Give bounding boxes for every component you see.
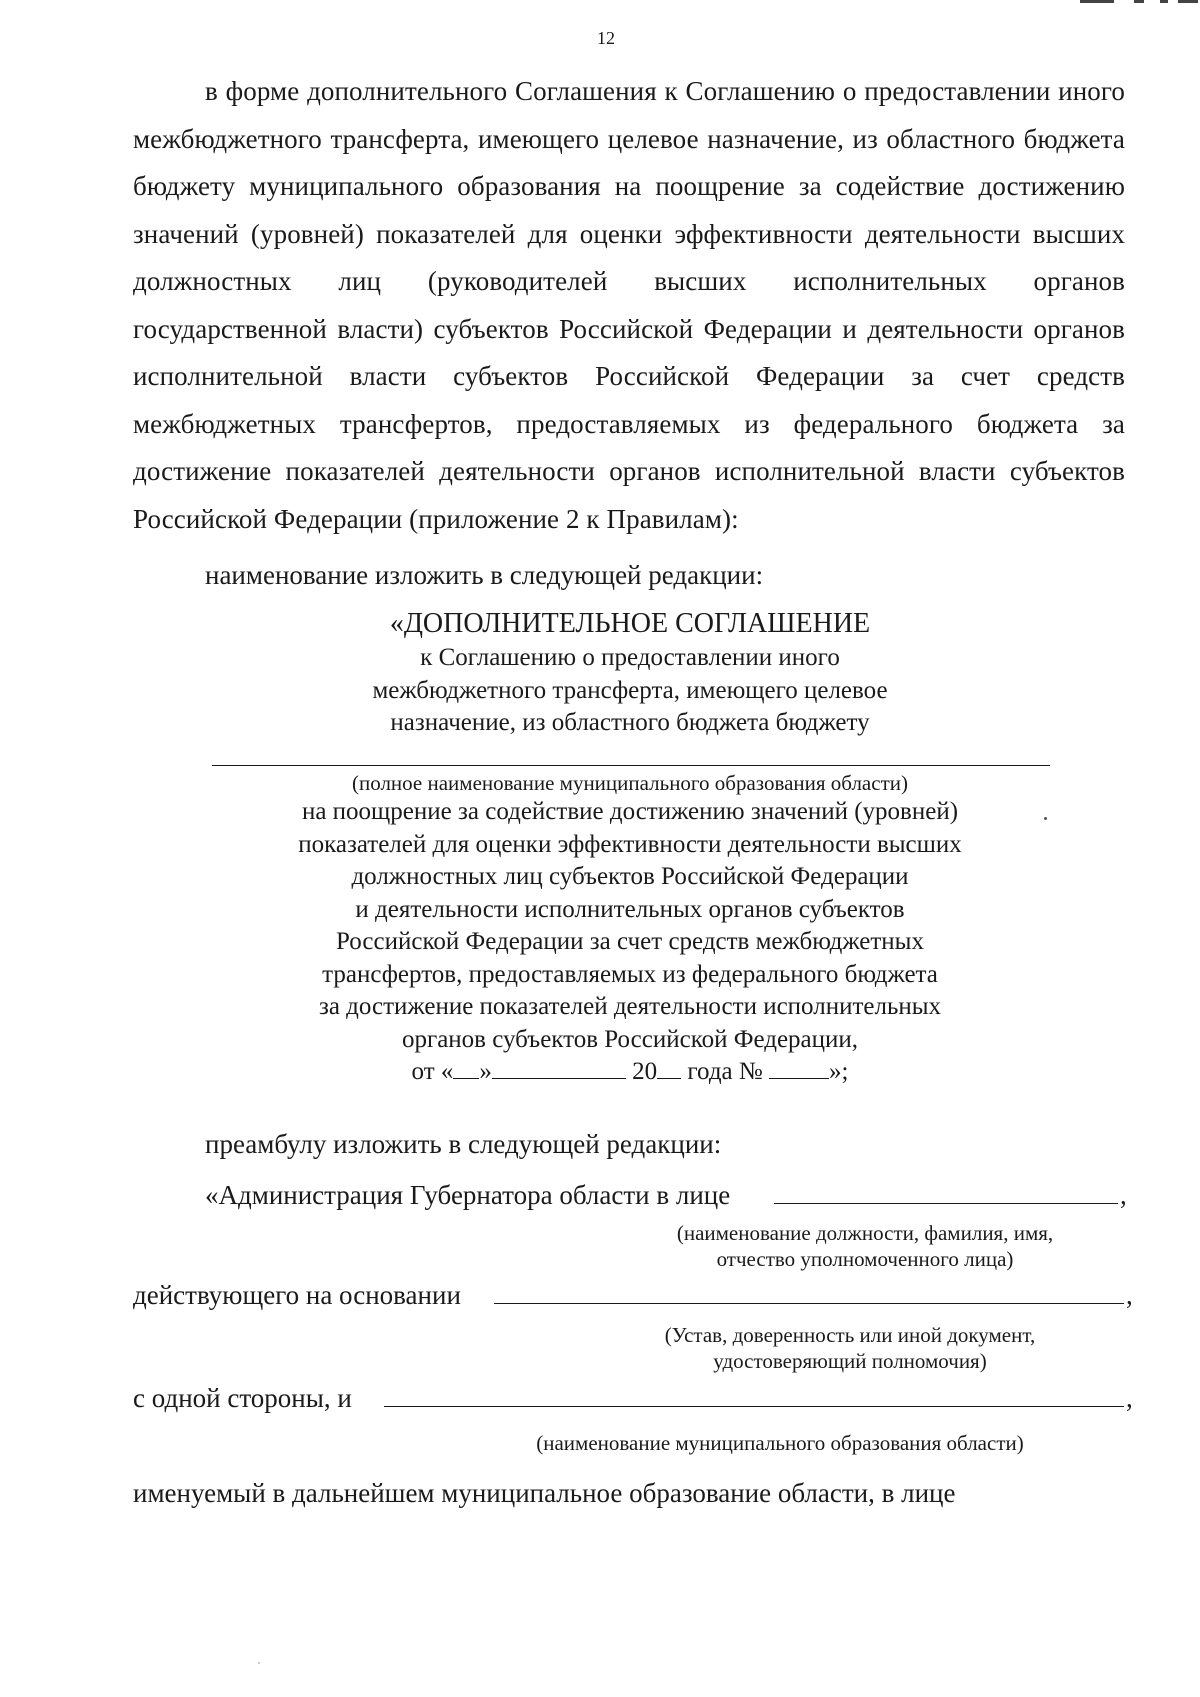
title-line: межбюджетного трансферта, имеющего целевое bbox=[372, 676, 888, 704]
date-day-close: » bbox=[479, 1058, 492, 1085]
year-blank[interactable] bbox=[657, 1056, 681, 1079]
municipality-name-caption: (полное наименование муниципального образования области) bbox=[352, 771, 908, 795]
administration-label: «Администрация Губернатора области в лице bbox=[205, 1180, 731, 1210]
agreement-date-line bbox=[200, 1056, 1060, 1088]
preamble-instruction: преамбулу изложить в следующей редакции: bbox=[205, 1129, 722, 1159]
page-number: 12 bbox=[597, 28, 615, 48]
scan-edge-mark bbox=[1070, 0, 1200, 4]
municipality-name-blank[interactable] bbox=[212, 765, 1050, 766]
official-name-caption bbox=[610, 1220, 1120, 1272]
number-blank[interactable] bbox=[769, 1056, 829, 1079]
title-line: и деятельности исполнительных органов субъектов bbox=[355, 895, 905, 923]
title-line: органов субъектов Российской Федерации, bbox=[401, 1025, 859, 1053]
caption-line: (Устав, доверенность или иной документ, bbox=[664, 1323, 1036, 1347]
month-blank[interactable] bbox=[492, 1056, 626, 1079]
basis-document-caption bbox=[580, 1322, 1120, 1374]
title-line: показателей для оценки эффективности деятельности высших bbox=[298, 830, 962, 858]
scan-speck bbox=[1044, 817, 1047, 820]
agreement-title-body bbox=[200, 796, 1060, 1056]
basis-document-blank[interactable] bbox=[494, 1303, 1124, 1304]
title-line: трансфертов, предоставляемых из федерального бюджета bbox=[322, 960, 938, 988]
title-instruction: наименование изложить в следующей редакции: bbox=[205, 560, 764, 590]
caption-line: (наименование должности, фамилия, имя, bbox=[676, 1221, 1054, 1245]
day-blank[interactable] bbox=[453, 1056, 479, 1079]
caption-line: удостоверяющий полномочия) bbox=[713, 1349, 987, 1373]
scan-speck bbox=[258, 1662, 260, 1664]
title-line: за достижение показателей деятельности исполнительных bbox=[318, 993, 942, 1020]
year-suffix: года № bbox=[681, 1058, 763, 1085]
title-line: на поощрение за содействие достижению значений (уровней) bbox=[301, 798, 959, 825]
comma: , bbox=[1120, 1180, 1127, 1210]
municipality-caption: (наименование муниципального образования области) bbox=[536, 1431, 1024, 1455]
intro-paragraph: в форме дополнительного Соглашения к Соглашению о предоставлении иного межбюджетного трансферта, имеющего целевое назначение, из областного бюджета бюджету муниципального образования на поощрение за содействие достижению значений (уровней) показателей для оценки эффективности деятельности высших должностных лиц (руководителей высших исполнительных органов государственной власти) субъектов Российской Федерации и деятельности органов исполнительной власти субъектов Российской Федерации за счет средств межбюджетных трансфертов, предоставляемых из федерального бюджета за достижение показателей деятельности органов исполнительной власти субъектов Российской Федерации (приложение 2 к Правилам): bbox=[133, 76, 1125, 534]
title-line: Российской Федерации за счет средств межбюджетных bbox=[336, 928, 924, 955]
date-prefix: от « bbox=[411, 1058, 454, 1085]
title-line: назначение, из областного бюджета бюджету bbox=[390, 709, 870, 736]
official-name-blank[interactable] bbox=[774, 1203, 1118, 1204]
preamble-continuation: именуемый в дальнейшем муниципальное образование области, в лице bbox=[133, 1478, 956, 1508]
title-line: к Соглашению о предоставлении иного bbox=[420, 644, 840, 671]
date-suffix: »; bbox=[829, 1058, 849, 1085]
year-prefix: 20 bbox=[632, 1058, 658, 1085]
comma: , bbox=[1126, 1280, 1133, 1310]
agreement-heading: «ДОПОЛНИТЕЛЬНОЕ СОГЛАШЕНИЕ bbox=[389, 608, 871, 639]
comma: , bbox=[1126, 1383, 1133, 1413]
municipality-blank[interactable] bbox=[384, 1406, 1124, 1407]
agreement-title-lines bbox=[200, 642, 1060, 740]
party-label: с одной стороны, и bbox=[133, 1383, 352, 1413]
basis-label: действующего на основании bbox=[133, 1280, 461, 1310]
caption-line: отчество уполномоченного лица) bbox=[716, 1247, 1014, 1271]
title-line: должностных лиц субъектов Российской Федерации bbox=[351, 863, 909, 890]
